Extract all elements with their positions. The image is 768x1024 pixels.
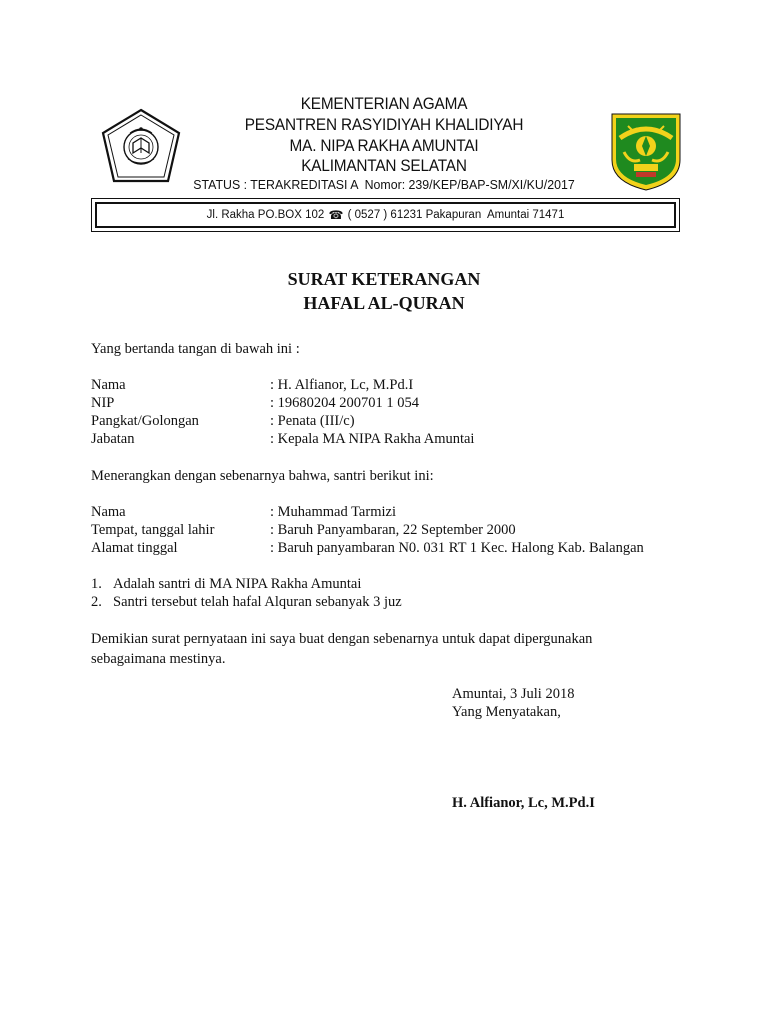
student-address-value: : Baruh panyambaran N0. 031 RT 1 Kec. Halong Kab. Balangan [270,540,644,556]
signer-position-label: Jabatan [91,431,135,447]
signer-rank-value: : Penata (III/c) [270,413,355,429]
student-address-label: Alamat tinggal [91,540,178,556]
regional-crest-logo [606,108,686,192]
signer-nip-value: : 19680204 200701 1 054 [270,395,420,411]
letterhead-accreditation-status: STATUS : TERAKREDITASI A Nomor: 239/KEP/BAP-SM/XI/KU/2017 [193,177,575,192]
address-street: Jl. Rakha PO.BOX 102 [206,209,328,221]
point-1-text: Adalah santri di MA NIPA Rakha Amuntai [113,576,362,592]
point-2-number: 2. [91,594,102,610]
student-name-label: Nama [91,504,126,520]
document-title: SURAT KETERANGAN [287,269,481,289]
student-birth-value: : Baruh Panyambaran, 22 September 2000 [270,522,516,538]
signer-name-value: : H. Alfianor, Lc, M.Pd.I [270,377,414,393]
point-1-number: 1. [91,576,102,592]
address-box [91,198,680,232]
address-phone-city: ( 0527 ) 61231 Pakapuran Amuntai 71471 [344,209,565,221]
letterhead-ministry: KEMENTERIAN AGAMA [300,95,468,113]
letterhead-pesantren: PESANTREN RASYIDIYAH KHALIDIYAH [244,116,524,134]
intro-text: Yang bertanda tangan di bawah ini : [91,341,300,357]
signature-name: H. Alfianor, Lc, M.Pd.I [452,795,595,811]
student-birth-label: Tempat, tanggal lahir [91,522,215,538]
letterhead-school: MA. NIPA RAKHA AMUNTAI [289,137,479,155]
letterhead-province: KALIMANTAN SELATAN [301,157,467,175]
signer-nip-label: NIP [91,395,115,411]
signer-position-value: : Kepala MA NIPA Rakha Amuntai [270,431,475,447]
telephone-icon: ☎ [328,208,344,222]
signature-role: Yang Menyatakan, [452,704,561,720]
closing-line-2: sebagaimana mestinya. [91,651,226,667]
signer-rank-label: Pangkat/Golongan [91,413,199,429]
signature-place-date: Amuntai, 3 Juli 2018 [452,686,575,702]
point-2-text: Santri tersebut telah hafal Alquran sebanyak 3 juz [113,594,402,610]
statement-text: Menerangkan dengan sebenarnya bahwa, santri berikut ini: [91,468,434,484]
document-subtitle: HAFAL AL-QURAN [303,293,465,313]
student-name-value: : Muhammad Tarmizi [270,504,396,520]
closing-line-1: Demikian surat pernyataan ini saya buat dengan sebenarnya untuk dapat dipergunakan [91,631,593,647]
signer-name-label: Nama [91,377,126,393]
